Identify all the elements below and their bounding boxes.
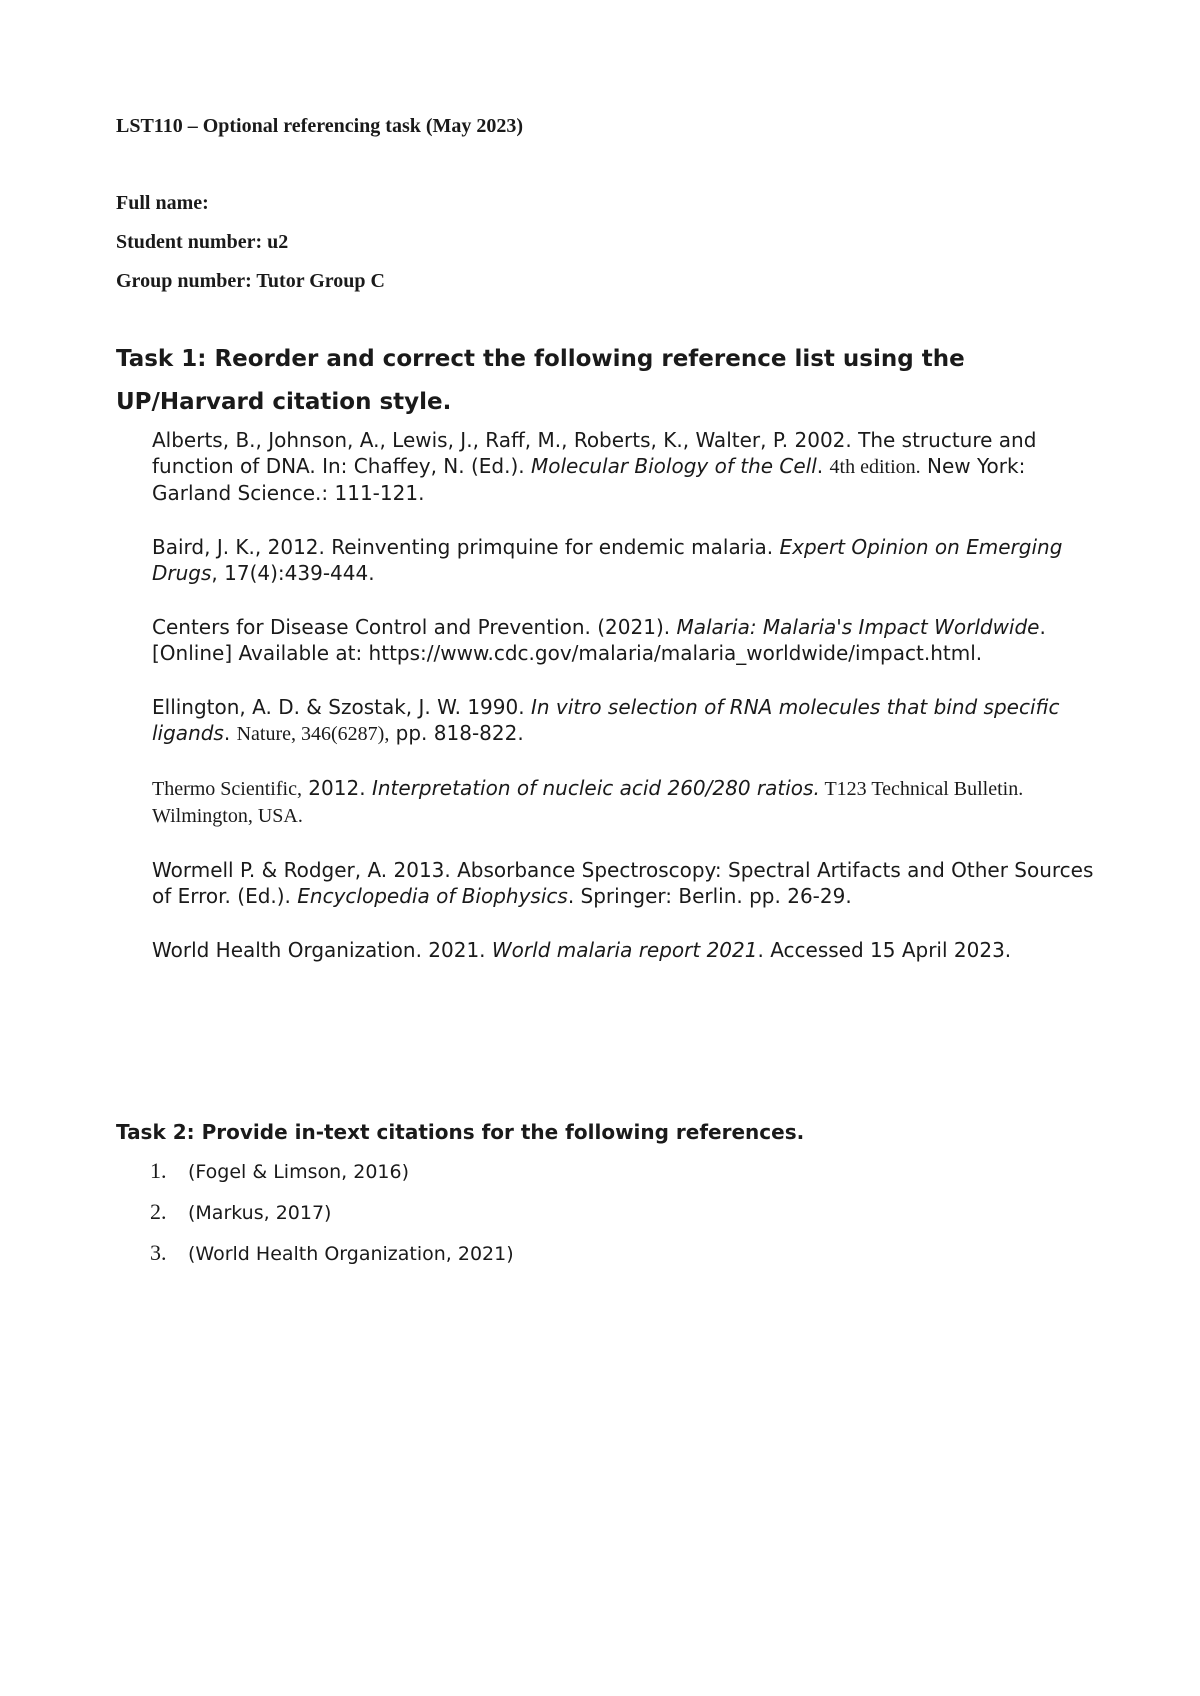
reference-text: , 17(4):439-444. — [211, 561, 375, 585]
citation-text: (Fogel & Limson, 2016) — [188, 1161, 409, 1183]
reference-text: Baird, J. K., 2012. Reinventing primquine for endemic malaria. — [152, 535, 780, 559]
reference-wormell — [152, 857, 1102, 909]
task2-heading: Task 2: Provide in-text citations for the following references. — [116, 1120, 805, 1144]
citation-text: (Markus, 2017) — [188, 1202, 332, 1224]
reference-thermo — [152, 775, 1102, 829]
reference-text: Ellington, A. D. & Szostak, J. W. 1990. — [152, 695, 531, 719]
reference-baird — [152, 534, 1102, 586]
reference-ellington — [152, 694, 1102, 747]
reference-title: Expert Opinion on Emerging Drugs — [152, 535, 1063, 585]
reference-text: World Health Organization. 2021. — [152, 938, 492, 962]
citation-text: (World Health Organization, 2021) — [188, 1243, 514, 1265]
reference-text: . [Online] Available at: https://www.cdc.gov/malaria/malaria_worldwide/impact.html. — [152, 615, 1046, 665]
reference-text: Wormell P. & Rodger, A. 2013. Absorbance Spectroscopy: Spectral Artifacts and Other Sources of Error. (Ed.). — [152, 858, 1094, 908]
list-item — [150, 1201, 514, 1242]
reference-text: pp. 818-822. — [389, 721, 524, 745]
list-number: 3. — [150, 1240, 167, 1265]
reference-text: Centers for Disease Control and Prevention. (2021). — [152, 615, 677, 639]
reference-text: Thermo Scientific, — [152, 778, 302, 800]
reference-text: 2012. — [301, 776, 372, 800]
reference-text: T123 Technical Bulletin. Wilmington, USA. — [152, 778, 1024, 827]
reference-title: Encyclopedia of Biophysics — [297, 884, 568, 908]
reference-alberts — [152, 427, 1102, 506]
list-item — [150, 1160, 514, 1201]
reference-text: . — [223, 721, 237, 745]
reference-title: In vitro selection of RNA molecules that bind specific ligands — [152, 695, 1060, 745]
reference-text: New York: Garland Science.: 111-121. — [152, 454, 1026, 505]
reference-title: Interpretation of nucleic acid 260/280 ratios. — [371, 776, 820, 800]
reference-text: Nature, 346(6287), — [236, 723, 390, 745]
group-number-field: Group number: Tutor Group C — [116, 270, 385, 292]
list-item — [150, 1242, 514, 1283]
reference-cdc — [152, 614, 1102, 666]
reference-text: . Accessed 15 April 2023. — [757, 938, 1012, 962]
reference-title: World malaria report 2021 — [491, 938, 758, 962]
reference-title: Malaria: Malaria's Impact Worldwide — [676, 615, 1040, 639]
list-number: 2. — [150, 1199, 167, 1224]
task1-heading: Task 1: Reorder and correct the following reference list using the UP/Harvard citation style. — [116, 346, 965, 415]
reference-list — [152, 427, 1102, 991]
full-name-field: Full name: — [116, 192, 209, 214]
document-title: LST110 – Optional referencing task (May 2023) — [116, 115, 524, 137]
reference-text: Alberts, B., Johnson, A., Lewis, J., Raff, M., Roberts, K., Walter, P. 2002. The structure and function of DNA. In: Chaffey, N. (Ed.). — [152, 428, 1037, 478]
citation-list — [150, 1160, 514, 1283]
reference-title: Molecular Biology of the Cell — [530, 454, 817, 478]
reference-text: . — [816, 454, 830, 478]
student-number-field: Student number: u2 — [116, 231, 289, 253]
list-number: 1. — [150, 1158, 167, 1183]
reference-text: 4th edition. — [829, 456, 921, 478]
reference-text: . Springer: Berlin. pp. 26-29. — [567, 884, 852, 908]
reference-who — [152, 937, 1102, 963]
